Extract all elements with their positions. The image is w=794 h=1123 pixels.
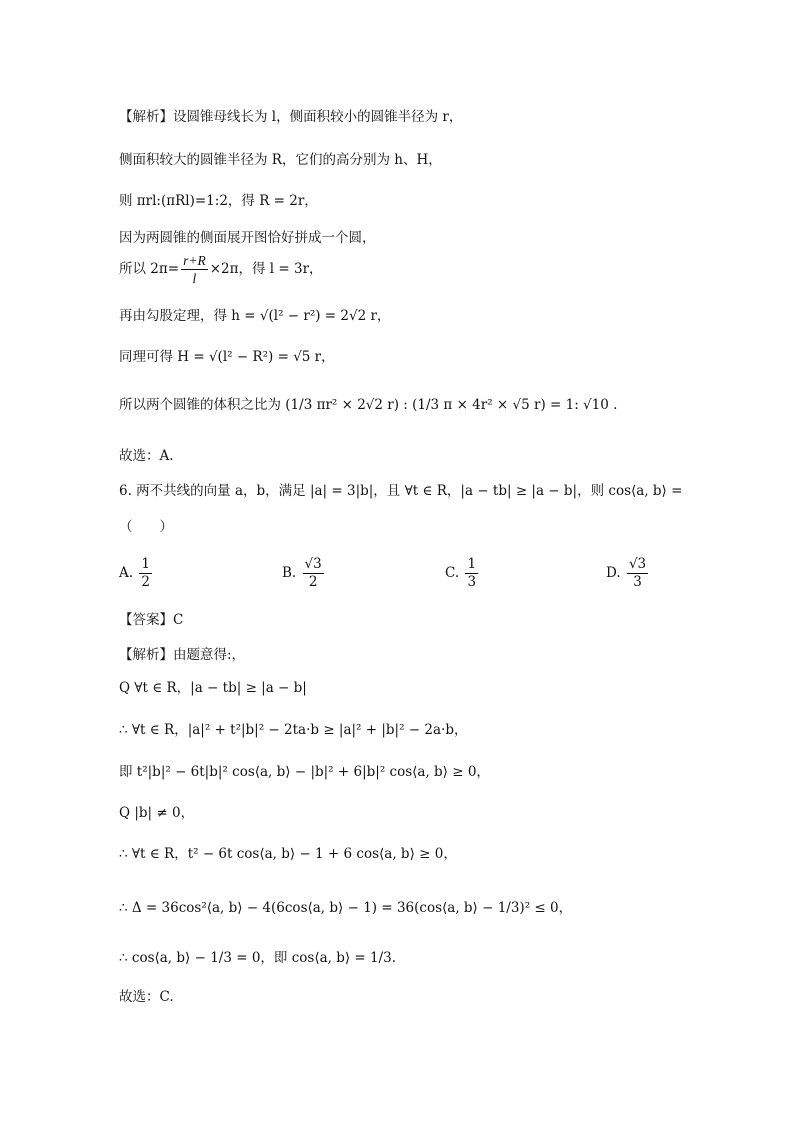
sol6-line8: ∴ cos⟨a, b⟩ − 1/3 = 0，即 cos⟨a, b⟩ = 1/3.	[119, 950, 397, 966]
sol5-line1: 【解析】设圆锥母线长为 l，侧面积较小的圆锥半径为 r，	[119, 109, 463, 125]
sol5-line5	[119, 252, 323, 287]
sol6-line4: 即 t²|b|² − 6t|b|² cos⟨a, b⟩ − |b|² + 6|b|² cos⟨a, b⟩ ≥ 0，	[119, 764, 490, 780]
q6-stem: 6. 两不共线的向量 a，b，满足 |a| = 3|b|，且 ∀t ∈ R，|a − tb| ≥ |a − b|，则 cos⟨a, b⟩ =	[119, 483, 683, 499]
sol5-line4: 因为两圆锥的侧面展开图恰好拼成一个圆，	[119, 230, 376, 246]
option-b-den: 2	[308, 574, 318, 590]
option-c-den: 3	[467, 574, 477, 590]
sol5-line5-prefix: 所以 2π=	[119, 261, 180, 277]
option-b[interactable]	[282, 556, 326, 591]
option-a-den: 2	[141, 574, 150, 590]
option-a-fraction	[139, 556, 152, 591]
sol6-line2: Q ∀t ∈ R，|a − tb| ≥ |a − b|	[119, 680, 307, 696]
sol6-line7: ∴ Δ = 36cos²⟨a, b⟩ − 4(6cos⟨a, b⟩ − 1) = 36(cos⟨a, b⟩ − 1/3)² ≤ 0，	[119, 900, 573, 916]
option-c-num: 1	[467, 556, 477, 572]
sol6-line1: 【解析】由题意得:，	[119, 647, 246, 663]
option-d[interactable]	[606, 556, 650, 591]
option-a-num: 1	[141, 556, 150, 572]
option-c-label: C.	[445, 565, 460, 581]
option-b-fraction	[303, 556, 324, 591]
q6-paren: （ ）	[119, 519, 173, 535]
sol6-line6: ∴ ∀t ∈ R，t² − 6t cos⟨a, b⟩ − 1 + 6 cos⟨a, b⟩ ≥ 0，	[119, 846, 457, 862]
option-c[interactable]	[445, 556, 480, 591]
fraction-denominator: l	[192, 271, 197, 286]
sol6-line5: Q |b| ≠ 0，	[119, 805, 195, 821]
option-d-den: 3	[633, 574, 642, 590]
answer-label: 【答案】C	[119, 612, 184, 628]
sol6-line3: ∴ ∀t ∈ R，|a|² + t²|b|² − 2ta·b ≥ |a|² + |b|² − 2a·b，	[119, 722, 468, 738]
sol5-line9: 故选：A.	[119, 448, 174, 464]
option-b-num: √3	[304, 556, 322, 572]
option-b-label: B.	[282, 565, 297, 581]
sol6-line9: 故选：C.	[119, 989, 174, 1005]
sol5-line5-suffix: ×2π，得 l = 3r，	[209, 261, 323, 277]
fraction	[181, 252, 208, 287]
option-d-num: √3	[628, 556, 647, 572]
option-a[interactable]	[119, 556, 154, 591]
sol5-line6: 再由勾股定理，得 h = √(l² − r²) = 2√2 r，	[119, 308, 391, 324]
sol5-line2: 侧面积较大的圆锥半径为 R，它们的高分别为 h、H，	[119, 152, 442, 168]
sol5-line3: 则 πrl:(πRl)=1:2，得 R = 2r，	[119, 193, 318, 209]
sol5-line7: 同理可得 H = √(l² − R²) = √5 r，	[119, 349, 335, 365]
option-c-fraction	[465, 556, 478, 591]
option-d-fraction	[627, 556, 648, 591]
option-d-label: D.	[606, 565, 621, 581]
sol5-line8: 所以两个圆锥的体积之比为 (1/3 πr² × 2√2 r) : (1/3 π × 4r² × √5 r) = 1: √10 .	[119, 397, 618, 413]
option-a-label: A.	[119, 565, 134, 581]
fraction-numerator: r+R	[183, 253, 206, 268]
